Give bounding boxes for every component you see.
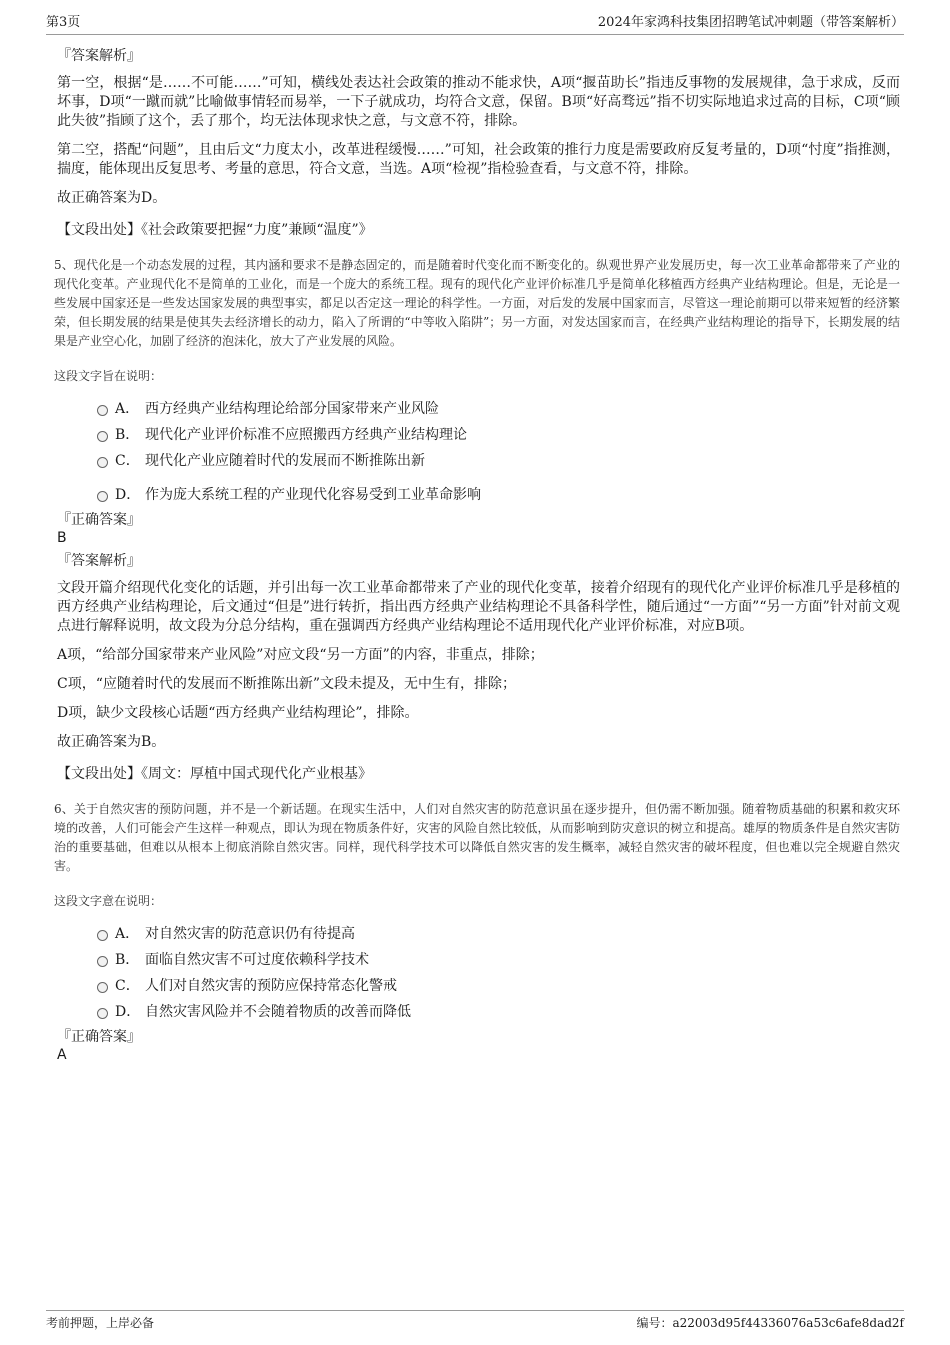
q4-analysis-paragraph-1: 第一空，根据“是……不可能……”可知，横线处表达社会政策的推动不能求快，A项“揠苗助长”指违反事物的发展规律，急于求成，反而坏事，D项“一蹴而就”比喻做事情轻而易举，一下子就成功，均符合文意，保留。B项“好高骛远”指不切实际地追求过高的目标，C项“顾此失彼”指顾了这个，丢了那个，均无法体现求快之意，与文意不符，排除。 <box>57 75 900 129</box>
option-text: 人们对自然灾害的预防应保持常态化警戒 <box>145 978 397 994</box>
q5-analysis-paragraph-3: C项，“应随着时代的发展而不断推陈出新”文段未提及，无中生有，排除； <box>57 676 517 692</box>
q5-analysis-paragraph-2: A项，“给部分国家带来产业风险”对应文段“另一方面”的内容，非重点，排除； <box>57 647 544 663</box>
q4-analysis-paragraph-2: 第二空，搭配“问题”，且由后文“力度太小，改革进程缓慢……”可知，社会政策的推行力度是需要政府反复考量的，D项“忖度”指推测，揣度，能体现出反复思考、考量的意思，符合文意，当选。A项“检视”指检验查看，与文意不符，排除。 <box>57 142 900 177</box>
option-text: 现代化产业评价标准不应照搬西方经典产业结构理论 <box>145 427 467 443</box>
option-text: 自然灾害风险并不会随着物质的改善而降低 <box>145 1004 411 1020</box>
document-title: 2024年家鸿科技集团招聘笔试冲刺题（带答案解析） <box>597 15 904 30</box>
q5-option-b[interactable] <box>97 425 900 445</box>
option-letter: D． <box>115 487 141 503</box>
q5-question-text: 5、现代化是一个动态发展的过程，其内涵和要求不是静态固定的，而是随着时代变化而不断变化的。纵观世界产业发展历史，每一次工业革命都带来了产业的现代化变革。产业现代化不是简单的工业化，而是一个庞大的系统工程。现有的现代化产业评价标准几乎是简单化移植西方经典产业结构理论。但是，无论是一些发展中国家还是一些发达国家发展的典型事实，都足以否定这一理论的科学性。一方面，对后发的发展中国家而言，尽管这一理论前期可以带来短暂的经济繁荣，但长期发展的结果是使其失去经济增长的动力，陷入了所谓的“中等收入陷阱”；另一方面，对发达国家而言，在经典产业结构理论的指导下，长期发展的结果是产业空心化，加剧了经济的泡沫化，放大了产业发展的风险。 <box>54 258 900 348</box>
q5-analysis-label: 『答案解析』 <box>57 553 141 569</box>
page-content <box>54 46 900 1068</box>
q5-analysis-conclusion: 故正确答案为B。 <box>57 734 166 750</box>
radio-icon[interactable] <box>97 491 108 502</box>
q6-option-a[interactable] <box>97 924 900 944</box>
q5-prompt: 这段文字旨在说明： <box>54 369 163 383</box>
q6-option-c[interactable] <box>97 976 900 996</box>
option-text: 现代化产业应随着时代的发展而不断推陈出新 <box>145 453 425 469</box>
option-text: 西方经典产业结构理论给部分国家带来产业风险 <box>145 401 439 417</box>
radio-icon[interactable] <box>97 1008 108 1019</box>
page-header <box>46 14 904 35</box>
q5-source: 【文段出处】《周文：厚植中国式现代化产业根基》 <box>57 766 372 782</box>
radio-icon[interactable] <box>97 930 108 941</box>
radio-icon[interactable] <box>97 982 108 993</box>
radio-icon[interactable] <box>97 431 108 442</box>
option-letter: A． <box>115 401 140 417</box>
q5-option-a[interactable] <box>97 399 900 419</box>
q5-option-c[interactable] <box>97 451 900 471</box>
q6-options <box>97 924 900 1022</box>
q6-prompt: 这段文字意在说明： <box>54 894 163 908</box>
q5-analysis-paragraph-4: D项，缺少文段核心话题“西方经典产业结构理论”，排除。 <box>57 705 419 721</box>
q4-analysis-label: 『答案解析』 <box>57 48 141 64</box>
q4-source: 【文段出处】《社会政策要把握“力度”兼顾“温度”》 <box>57 222 373 238</box>
document-id: 编号：a22003d95f44336076a53c6afe8dad2f <box>636 1316 904 1330</box>
q6-option-b[interactable] <box>97 950 900 970</box>
option-letter: C． <box>115 453 140 469</box>
q5-answer: B <box>57 530 67 546</box>
option-letter: D． <box>115 1004 141 1020</box>
option-text: 作为庞大系统工程的产业现代化容易受到工业革命影响 <box>145 487 481 503</box>
footer-slogan: 考前押题，上岸必备 <box>46 1316 155 1330</box>
option-text: 对自然灾害的防范意识仍有待提高 <box>145 926 355 942</box>
option-letter: A． <box>115 926 140 942</box>
radio-icon[interactable] <box>97 956 108 967</box>
q4-analysis-conclusion: 故正确答案为D。 <box>57 190 167 206</box>
page-footer <box>46 1310 904 1333</box>
q5-option-d[interactable] <box>97 485 900 505</box>
q5-options <box>97 399 900 505</box>
option-letter: B． <box>115 427 140 443</box>
q5-analysis-paragraph-1: 文段开篇介绍现代化变化的话题，并引出每一次工业革命都带来了产业的现代化变革，接着介绍现有的现代化产业评价标准几乎是移植的西方经典产业结构理论，后文通过“但是”进行转折，指出西方经典产业结构理论不具备科学性，随后通过“一方面”“另一方面”针对前文观点进行解释说明，故文段为分总分结构，重在强调西方经典产业结构理论不适用现代化产业评价标准，对应B项。 <box>57 580 900 634</box>
option-letter: C． <box>115 978 140 994</box>
option-text: 面临自然灾害不可过度依赖科学技术 <box>145 952 369 968</box>
option-letter: B． <box>115 952 140 968</box>
q5-answer-label: 『正确答案』 <box>57 512 141 528</box>
page-number: 第3页 <box>46 15 81 30</box>
q6-answer-label: 『正确答案』 <box>57 1029 141 1045</box>
q6-option-d[interactable] <box>97 1002 900 1022</box>
q6-answer: A <box>57 1047 67 1063</box>
radio-icon[interactable] <box>97 405 108 416</box>
q6-question-text: 6、关于自然灾害的预防问题，并不是一个新话题。在现实生活中，人们对自然灾害的防范意识虽在逐步提升，但仍需不断加强。随着物质基础的积累和救灾环境的改善，人们可能会产生这样一种观点，即认为现在物质条件好，灾害的风险自然比较低，从而影响到防灾意识的树立和提高。雄厚的物质条件是自然灾害防治的重要基础，但难以从根本上彻底消除自然灾害。同样，现代科学技术可以降低自然灾害的发生概率，减轻自然灾害的破坏程度，但也难以完全规避自然灾害。 <box>54 802 900 873</box>
radio-icon[interactable] <box>97 457 108 468</box>
